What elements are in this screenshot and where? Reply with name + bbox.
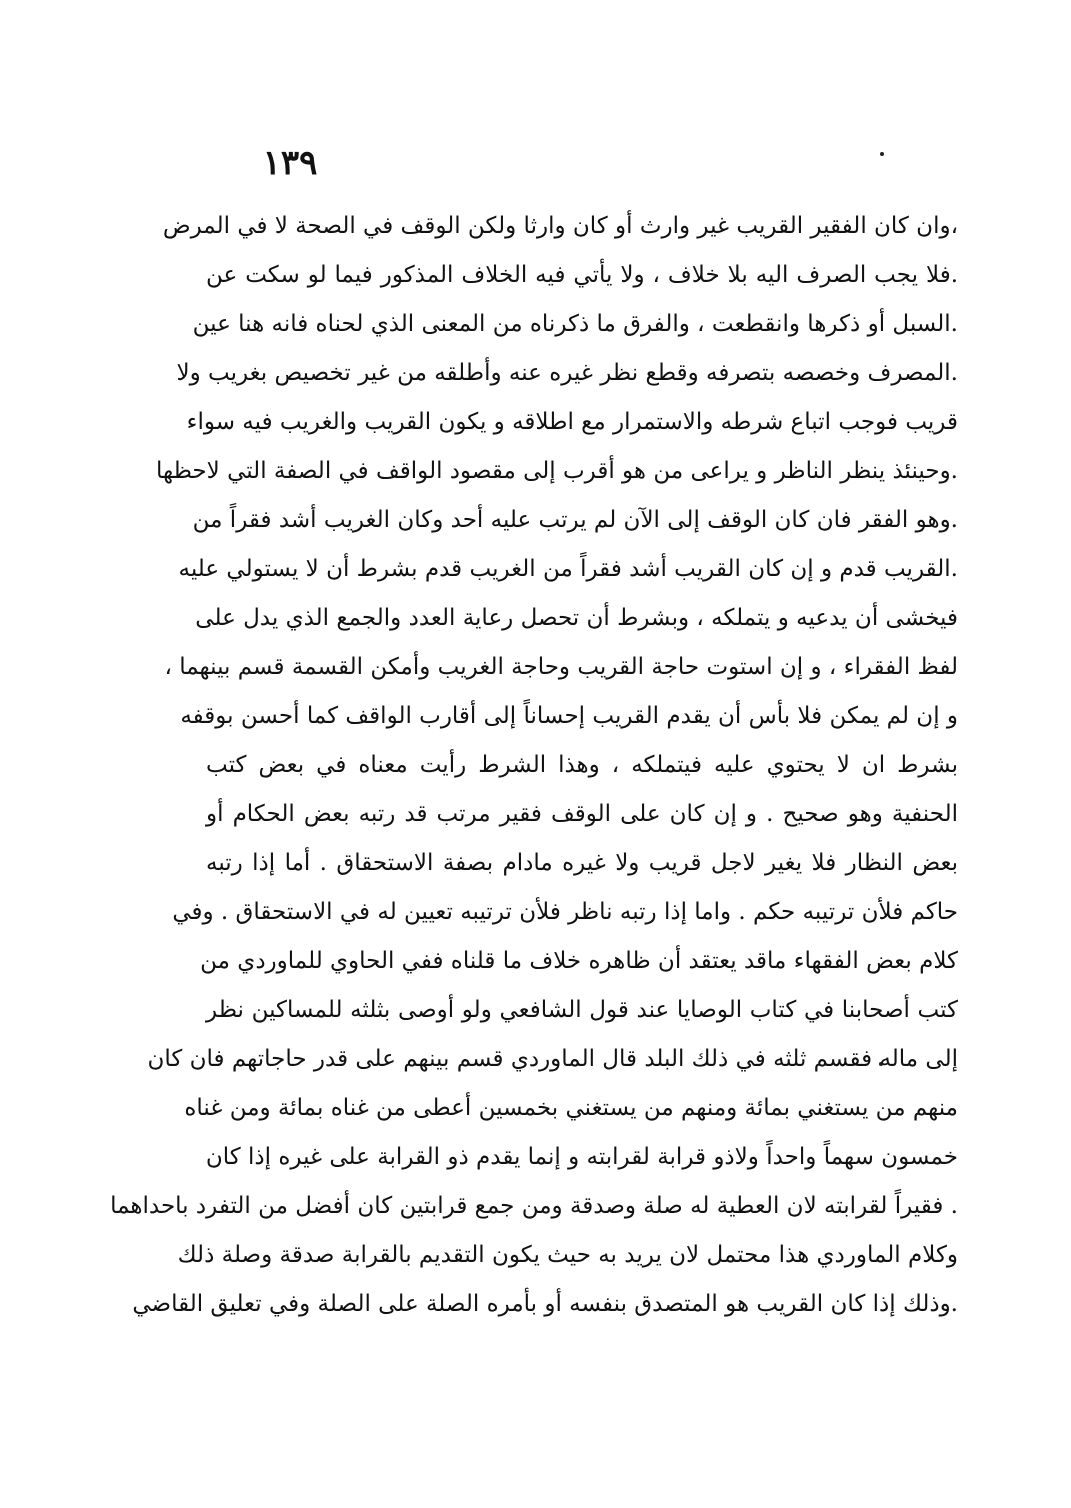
text-line: .وحينئذ ينظر الناظر و يراعى من هو أقرب إلى مقصود الواقف في الصفة التي لاحظها <box>155 458 958 484</box>
text-line: .المصرف وخصصه بتصرفه وقطع نظر غيره عنه وأطلقه من غير تخصيص بغريب ولا <box>176 360 958 386</box>
text-line: .وهو الفقر فان كان الوقف إلى الآن لم يرتب عليه أحد وكان الغريب أشد فقراً من <box>192 507 958 533</box>
text-line: بشرط ان لا يحتوي عليه فيتملكه ، وهذا الشرط رأيت معناه في بعض كتب <box>206 752 958 778</box>
page-number: ١٣٩ <box>262 143 318 183</box>
text-line: كلام بعض الفقهاء ماقد يعتقد أن ظاهره خلاف ما قلناه ففي الحاوي للماوردي من <box>200 948 958 974</box>
text-line: إلى ماله فقسم ثلثه في ذلك البلد قال الماوردي قسم بينهم على قدر حاجاتهم فان كان <box>147 1046 958 1072</box>
body-text <box>110 202 958 1329</box>
text-line: بعض النظار فلا يغير لاجل قريب ولا غيره مادام بصفة الاستحقاق . أما إذا رتبه <box>206 850 958 876</box>
text-line: و إن لم يمكن فلا بأس أن يقدم القريب إحساناً إلى أقارب الواقف كما أحسن بوقفه <box>180 703 958 729</box>
text-line: خمسون سهماً واحداً ولاذو قرابة لقرابته و إنما يقدم ذو القرابة على غيره إذا كان <box>205 1144 958 1170</box>
text-line: كتب أصحابنا في كتاب الوصايا عند قول الشافعي ولو أوصى بثلثه للمساكين نظر <box>206 997 958 1023</box>
text-line: حاكم فلأن ترتيبه حكم . واما إذا رتبه ناظر فلأن ترتيبه تعيين له في الاستحقاق . وفي <box>172 899 958 925</box>
text-line: لفظ الفقراء ، و إن استوت حاجة القريب وحاجة الغريب وأمكن القسمة قسم بينهما ، <box>164 654 958 680</box>
text-line: فيخشى أن يدعيه و يتملكه ، وبشرط أن تحصل رعاية العدد والجمع الذي يدل على <box>195 605 958 631</box>
text-line: .السبل أو ذكرها وانقطعت ، والفرق ما ذكرناه من المعنى الذي لحناه فانه هنا عين <box>192 311 958 337</box>
text-line: ،وان كان الفقير القريب غير وارث أو كان وارثا ولكن الوقف في الصحة لا في المرض <box>162 213 958 239</box>
text-line: .فلا يجب الصرف اليه بلا خلاف ، ولا يأتي فيه الخلاف المذكور فيما لو سكت عن <box>206 262 958 288</box>
text-line: . فقيراً لقرابته لان العطية له صلة وصدقة ومن جمع قرابتين كان أفضل من التفرد باحداهما <box>110 1193 958 1219</box>
text-line: .وذلك إذا كان القريب هو المتصدق بنفسه أو بأمره الصلة على الصلة وفي تعليق القاضي <box>132 1291 958 1317</box>
text-line: قريب فوجب اتباع شرطه والاستمرار مع اطلاقه و يكون القريب والغريب فيه سواء <box>186 409 958 435</box>
text-line: منهم من يستغني بمائة ومنهم من يستغني بخمسين أعطى من غناه بمائة ومن غناه <box>184 1095 958 1121</box>
text-line: الحنفية وهو صحيح . و إن كان على الوقف فقير مرتب قد رتبه بعض الحكام أو <box>206 801 958 827</box>
text-line: وكلام الماوردي هذا محتمل لان يريد به حيث يكون التقديم بالقرابة صدقة وصلة ذلك <box>177 1242 958 1268</box>
text-line: .القريب قدم و إن كان القريب أشد فقراً من الغريب قدم بشرط أن لا يستولي عليه <box>178 556 958 582</box>
margin-dot <box>880 152 884 156</box>
